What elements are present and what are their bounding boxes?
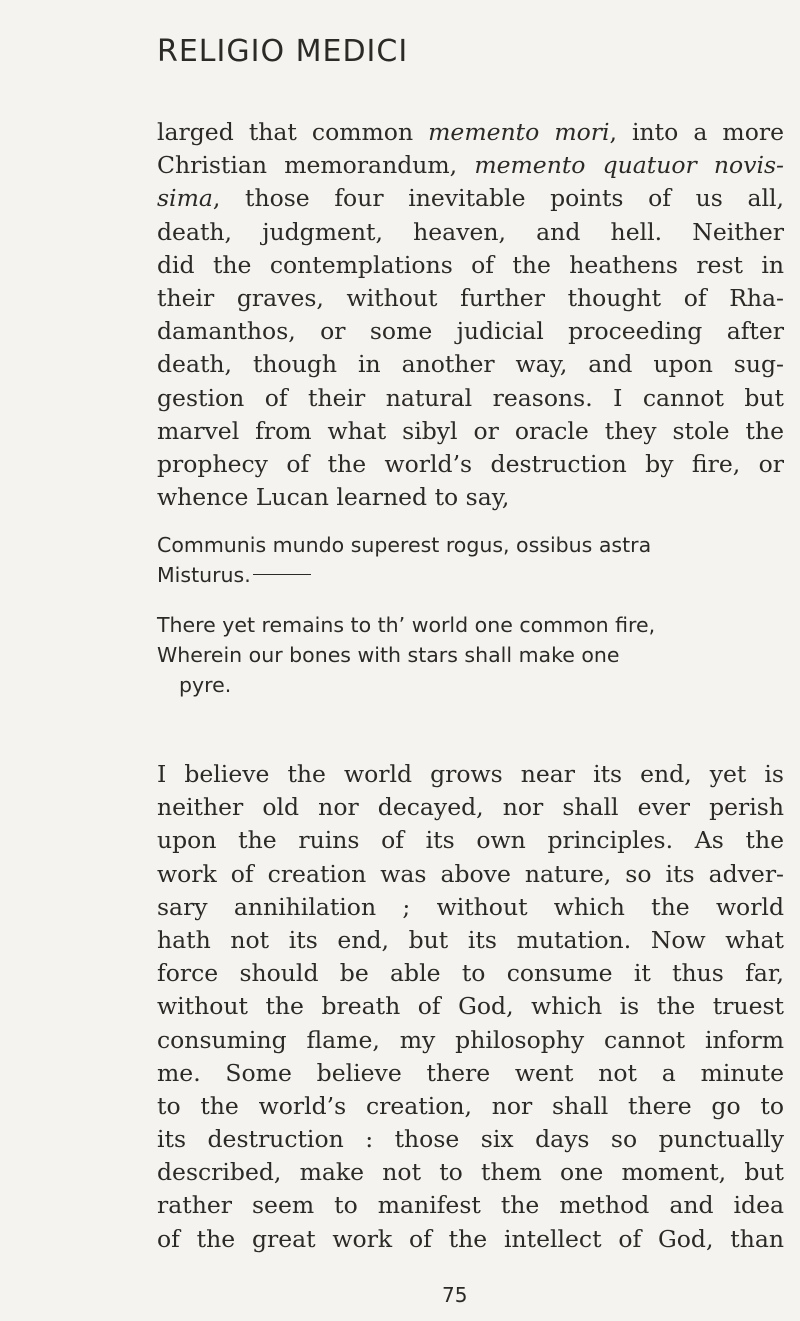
verse-line: Communis mundo superest rogus, ossibus astra bbox=[157, 533, 652, 557]
text-line: whence Lucan learned to say, bbox=[157, 483, 510, 512]
text-line: rather seem to manifest the method and idea bbox=[157, 1191, 784, 1220]
text-line: death, though in another way, and upon sug- bbox=[157, 350, 784, 379]
text-line: neither old nor decayed, nor shall ever perish bbox=[157, 793, 784, 822]
verse-line: Misturus. bbox=[157, 560, 784, 590]
text-line: I believe the world grows near its end, yet is bbox=[157, 760, 784, 788]
text-line: gestion of their natural reasons. I cannot but bbox=[157, 383, 784, 412]
text-line: did the contemplations of the heathens rest in bbox=[157, 250, 784, 279]
text-line: described, make not to them one moment, but bbox=[157, 1158, 784, 1187]
text-line: its destruction : those six days so punctually bbox=[157, 1125, 784, 1154]
paragraph-2 bbox=[157, 758, 784, 1256]
text-line: sary annihilation ; without which the world bbox=[157, 892, 784, 921]
italic-phrase: sima bbox=[157, 184, 213, 213]
text-line: damanthos, or some judicial proceeding after bbox=[157, 317, 784, 346]
text-line: sima, those four inevitable points of us all, bbox=[157, 184, 784, 213]
text-line: upon the ruins of its own principles. As the bbox=[157, 826, 784, 855]
running-head: RELIGIO MEDICI bbox=[157, 34, 409, 69]
text-line: prophecy of the world’s destruction by fire, or bbox=[157, 449, 784, 478]
text-line: to the world’s creation, nor shall there go to bbox=[157, 1091, 784, 1120]
verse-line: There yet remains to th’ world one common fire, bbox=[157, 613, 656, 637]
text-line: larged that common memento mori, into a more bbox=[157, 118, 784, 146]
text-line: Christian memorandum, memento quatuor novis- bbox=[157, 151, 784, 180]
text-line: marvel from what sibyl or oracle they stole the bbox=[157, 416, 784, 445]
text-line: force should be able to consume it thus far, bbox=[157, 959, 784, 988]
text-line: me. Some believe there went not a minute bbox=[157, 1058, 784, 1087]
text-line: of the great work of the intellect of God, than bbox=[157, 1224, 784, 1253]
text-line: their graves, without further thought of Rha- bbox=[157, 283, 784, 312]
em-dash-rule bbox=[253, 574, 311, 575]
text-line: consuming flame, my philosophy cannot inform bbox=[157, 1025, 784, 1054]
text-line: death, judgment, heaven, and hell. Neither bbox=[157, 217, 784, 246]
page-number: 75 bbox=[442, 1283, 468, 1307]
latin-quote bbox=[157, 530, 784, 590]
verse-line: Wherein our bones with stars shall make one bbox=[157, 643, 620, 667]
text-line: hath not its end, but its mutation. Now what bbox=[157, 925, 784, 954]
text-line: without the breath of God, which is the truest bbox=[157, 992, 784, 1021]
text-line: work of creation was above nature, so its adver- bbox=[157, 859, 784, 888]
verse-line: pyre. bbox=[179, 673, 232, 697]
italic-phrase: memento quatuor novis- bbox=[474, 151, 784, 180]
paragraph-1 bbox=[157, 116, 784, 514]
italic-phrase: memento mori bbox=[428, 118, 610, 146]
english-verse bbox=[157, 610, 784, 700]
